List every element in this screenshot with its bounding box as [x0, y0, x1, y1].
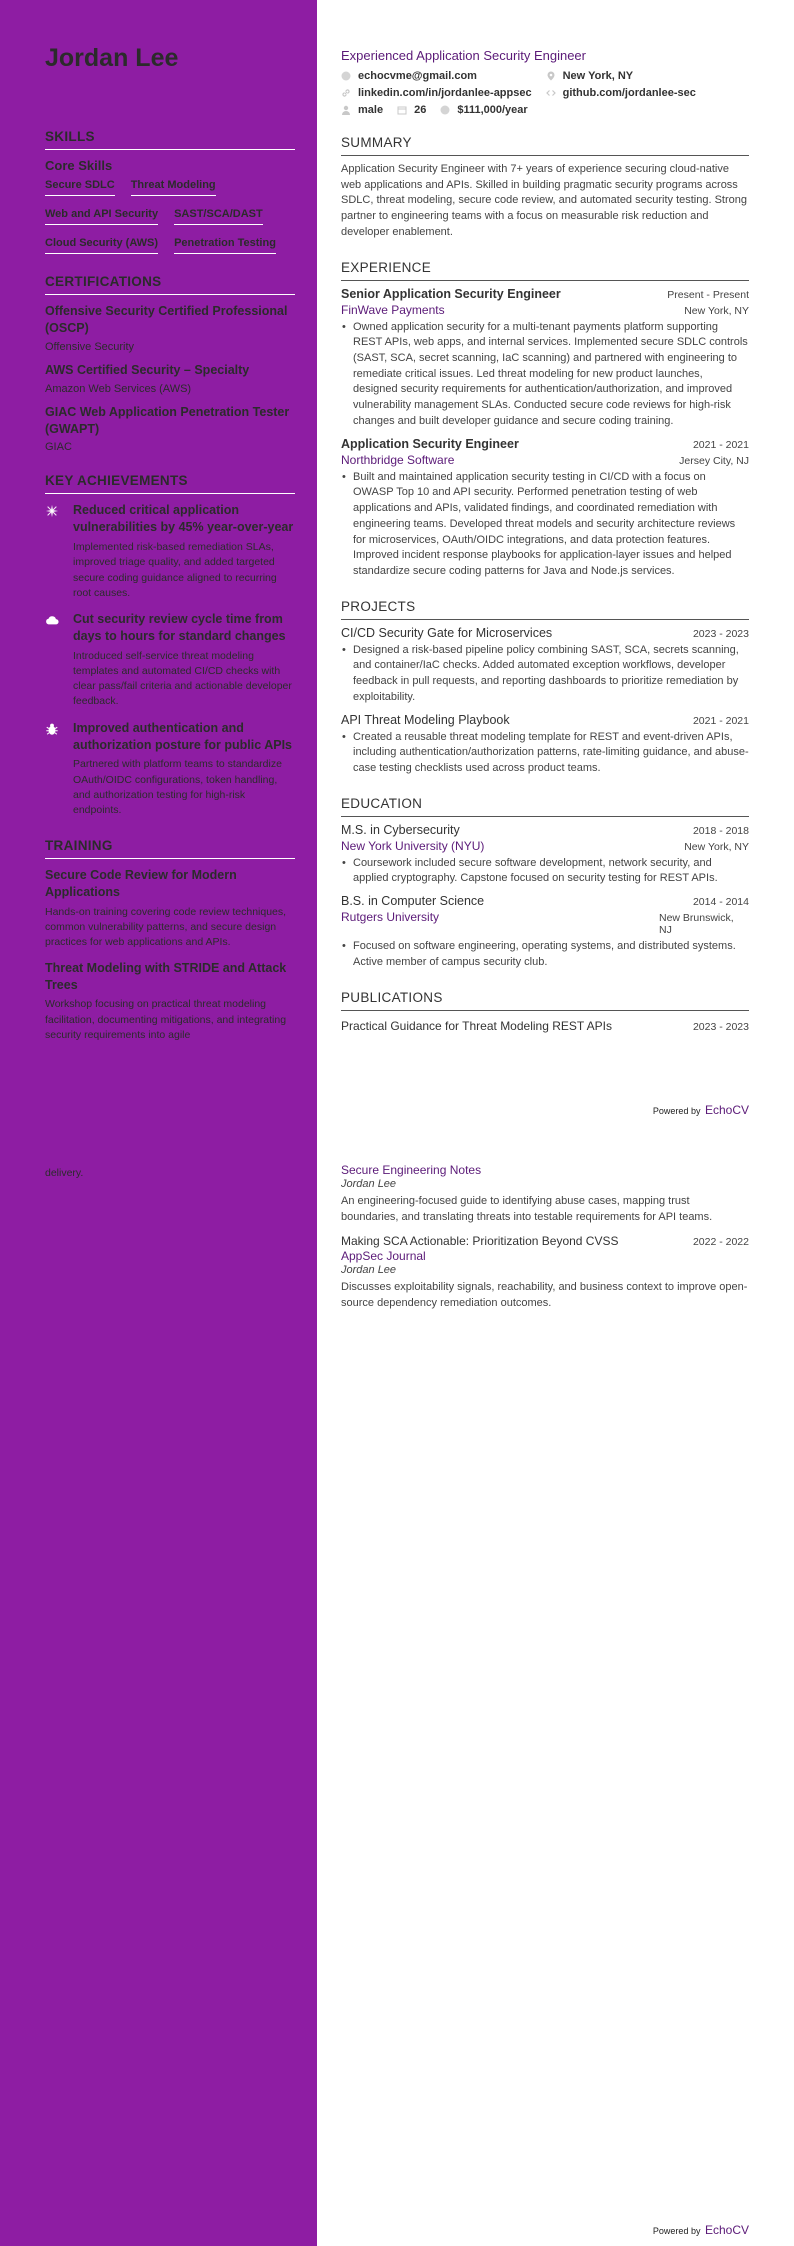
project-title: CI/CD Security Gate for Microservices	[341, 625, 553, 640]
certification-issuer: Offensive Security	[45, 340, 135, 353]
project-title: API Threat Modeling Playbook	[341, 712, 510, 727]
publication-title: Making SCA Actionable: Prioritization Beyond CVSS	[341, 1234, 619, 1249]
achievement-item	[45, 611, 295, 710]
publication-entry	[341, 1019, 749, 1033]
training-description: Workshop focusing on practical threat modeling facilitation, documenting mitigations, and integrating security requirements into agile	[45, 998, 287, 1041]
publication-description: An engineering-focused guide to identifying abuse cases, mapping trust boundaries, and translating threats into testable requirements for API teams.	[341, 1195, 713, 1223]
skills-heading: SKILLS	[45, 129, 295, 150]
contact-age	[397, 103, 426, 117]
education-entry	[341, 894, 749, 970]
job-location: New York, NY	[684, 304, 749, 317]
contact-github	[546, 86, 696, 100]
project-dates: 2021 - 2021	[692, 714, 749, 727]
job-title: Senior Application Security Engineer	[341, 286, 561, 301]
resume-page-2	[0, 1123, 794, 2246]
job-dates: Present - Present	[667, 288, 749, 301]
cloud-icon	[45, 611, 63, 710]
sidebar-column	[45, 44, 295, 1063]
training-title: Threat Modeling with STRIDE and Attack Trees	[45, 960, 287, 992]
publication-journal: AppSec Journal	[341, 1249, 426, 1264]
achievement-item	[45, 720, 295, 819]
contact-text: male	[358, 104, 384, 116]
training-item	[45, 867, 295, 950]
education-dates: 2018 - 2018	[692, 824, 749, 837]
skill-tag: Cloud Security (AWS)	[45, 237, 158, 254]
contact-personal-row	[341, 103, 532, 117]
sidebar-column-continued	[45, 1166, 295, 1181]
school-name: Rutgers University	[341, 910, 440, 925]
training-description: Hands-on training covering code review techniques, common vulnerability patterns, and secure design practices for web applications and APIs.	[45, 906, 287, 949]
project-dates: 2023 - 2023	[692, 627, 749, 640]
sparkle-icon	[45, 502, 63, 601]
powered-by-footer	[653, 1103, 749, 1117]
contact-text: 26	[414, 104, 427, 116]
person-icon	[341, 105, 351, 115]
contact-gender	[341, 103, 383, 117]
education-section	[341, 796, 749, 971]
publication-entry	[341, 1163, 749, 1225]
certifications-section	[45, 274, 295, 453]
certification-item	[45, 404, 295, 454]
contact-salary	[440, 103, 527, 117]
experience-bullet: • Owned application security for a multi-tenant payments platform supporting REST APIs, web apps, and internal services. Implemented secure SDLC controls (SAST, SCA, secret scanning, IaC scanning) and partnered with engineering to remediate critical issues. Led threat modeling for new product launches, designed security requirements for authentication/authorization, and improved vulnerability management SLAs. Conducted secure code reviews for high-risk changes and built developer guidance and secure coding training.	[341, 320, 749, 430]
publication-entry	[341, 1234, 749, 1311]
project-bullet: • Designed a risk-based pipeline policy combining SAST, SCA, secrets scanning, and container/IaC checks. Added automated exception workflows, developer feedback in pull requests, and reporting dashboards to prioritize remediation by exploitability.	[341, 643, 749, 706]
experience-section	[341, 260, 749, 580]
publication-title: Secure Engineering Notes	[341, 1163, 482, 1177]
school-location: New Brunswick, NJ	[659, 912, 734, 937]
contact-text: github.com/jordanlee-sec	[562, 87, 696, 99]
headline: Experienced Application Security Engineer	[341, 48, 586, 63]
publication-author: Jordan Lee	[341, 1178, 397, 1190]
certification-issuer: Amazon Web Services (AWS)	[45, 382, 192, 395]
experience-entry	[341, 287, 749, 430]
publication-dates: 2023 - 2023	[692, 1020, 749, 1033]
education-dates: 2014 - 2014	[692, 896, 749, 909]
summary-heading: SUMMARY	[341, 135, 749, 156]
project-entry	[341, 626, 749, 706]
degree-title: M.S. in Cybersecurity	[341, 822, 460, 837]
contact-email	[341, 69, 532, 83]
degree-title: B.S. in Computer Science	[341, 894, 485, 909]
experience-heading: EXPERIENCE	[341, 260, 749, 281]
link-icon	[341, 88, 351, 98]
certification-item	[45, 362, 295, 395]
experience-bullet: • Built and maintained application security testing in CI/CD with a focus on OWASP Top 10 and API security. Performed penetration testing of web applications and APIs, validated findings, and coordinated remediation with engineering teams. Developed threat models and security architecture reviews for microservices, OAuth/OIDC integrations, and data protection features. Improved incident response playbooks for application-layer issues and helped standardize secure coding patterns for Java and Node.js services.	[341, 470, 749, 580]
skill-tag: Threat Modeling	[131, 179, 216, 196]
company-name: Northbridge Software	[341, 452, 455, 467]
salary-icon	[440, 105, 450, 115]
powered-by-label: Powered by	[652, 2226, 701, 2236]
achievement-description: Partnered with platform teams to standardize OAuth/OIDC configurations, token handling, and authorization testing for high-risk endpoints.	[73, 758, 282, 817]
achievement-title: Improved authentication and authorization posture for public APIs	[73, 720, 292, 752]
certifications-heading: CERTIFICATIONS	[45, 274, 295, 295]
achievement-item	[45, 502, 295, 601]
summary-section	[341, 135, 749, 241]
contact-text: echocvme@gmail.com	[358, 70, 477, 82]
bug-icon	[45, 720, 63, 819]
projects-heading: PROJECTS	[341, 599, 749, 620]
training-section	[45, 838, 295, 1043]
project-bullet: • Created a reusable threat modeling template for REST and event-driven APIs, including authentication/authorization patterns, rate-limiting guidance, and abuse-case testing checklists used across product teams.	[341, 730, 749, 777]
company-name: FinWave Payments	[341, 302, 445, 317]
training-item	[45, 960, 295, 1043]
training-heading: TRAINING	[45, 838, 295, 859]
skill-group-title: Core Skills	[45, 158, 113, 173]
main-column	[341, 48, 749, 1052]
education-heading: EDUCATION	[341, 796, 749, 817]
project-entry	[341, 713, 749, 777]
contact-text: linkedin.com/in/jordanlee-appsec	[358, 87, 532, 99]
publication-title: Practical Guidance for Threat Modeling REST APIs	[341, 1018, 613, 1033]
contact-list	[341, 69, 749, 117]
echocv-logo[interactable]: EchoCV	[704, 2223, 749, 2237]
achievements-section	[45, 473, 295, 818]
skill-tag: Penetration Testing	[174, 237, 276, 254]
skill-tag: SAST/SCA/DAST	[174, 208, 263, 225]
candidate-name: Jordan Lee	[45, 44, 179, 72]
education-entry	[341, 823, 749, 887]
powered-by-label: Powered by	[652, 1106, 701, 1116]
achievement-title: Reduced critical application vulnerabilities by 45% year-over-year	[73, 503, 294, 535]
contact-text: New York, NY	[562, 70, 634, 82]
job-location: Jersey City, NJ	[679, 454, 749, 467]
summary-text: Application Security Engineer with 7+ years of experience securing cloud-native web applications and APIs. Skilled in building pragmatic security programs across SDLC, threat modeling, secure code review, and automated security testing. Strong partner to engineering teams with a focus on measurable risk reduction and developer enablement.	[341, 163, 747, 238]
publications-heading: PUBLICATIONS	[341, 990, 749, 1011]
certification-issuer: GIAC	[45, 441, 72, 454]
contact-text: $111,000/year	[457, 104, 528, 116]
job-title: Application Security Engineer	[341, 436, 519, 451]
publication-author: Jordan Lee	[341, 1264, 397, 1277]
contact-linkedin	[341, 86, 532, 100]
education-bullet: • Coursework included secure software development, network security, and applied cryptography. Capstone focused on security testing for REST APIs.	[341, 856, 749, 887]
certification-name: GIAC Web Application Penetration Tester (GWAPT)	[45, 404, 290, 436]
skill-tag: Secure SDLC	[45, 179, 115, 196]
publication-dates: 2022 - 2022	[692, 1236, 749, 1249]
certification-name: AWS Certified Security – Specialty	[45, 362, 250, 377]
skills-section	[45, 129, 295, 254]
achievement-description: Implemented risk-based remediation SLAs, improved triage quality, and added targeted secure coding guidance aligned to recurring root causes.	[73, 541, 277, 599]
echocv-logo[interactable]: EchoCV	[704, 1103, 749, 1117]
publication-description: Discusses exploitability signals, reachability, and business context to improve open-source dependency remediation outcomes.	[341, 1281, 748, 1310]
powered-by-footer	[653, 2223, 749, 2237]
code-icon	[546, 88, 556, 98]
job-dates: 2021 - 2021	[692, 438, 749, 451]
school-location: New York, NY	[684, 840, 749, 853]
email-icon	[341, 71, 351, 81]
achievement-title: Cut security review cycle time from days to hours for standard changes	[73, 612, 286, 643]
projects-section	[341, 599, 749, 777]
skill-tag: Web and API Security	[45, 208, 158, 225]
publications-section	[341, 990, 749, 1033]
contact-location	[546, 69, 696, 83]
training-title: Secure Code Review for Modern Applications	[45, 868, 237, 900]
certification-name: Offensive Security Certified Professional (OSCP)	[45, 304, 288, 335]
main-column-continued	[341, 1163, 749, 1319]
training-description-continued: delivery.	[45, 1167, 84, 1179]
calendar-icon	[397, 105, 407, 115]
education-bullet: • Focused on software engineering, operating systems, and distributed systems. Active member of campus security club.	[341, 939, 749, 970]
school-name: New York University (NYU)	[341, 838, 485, 853]
certification-item	[45, 303, 295, 353]
achievements-heading: KEY ACHIEVEMENTS	[45, 473, 295, 494]
location-icon	[546, 71, 556, 81]
skill-tags	[45, 179, 295, 254]
achievement-description: Introduced self-service threat modeling templates and automated CI/CD checks with clear pass/fail criteria and actionable developer feedback.	[73, 649, 292, 708]
experience-entry	[341, 437, 749, 580]
